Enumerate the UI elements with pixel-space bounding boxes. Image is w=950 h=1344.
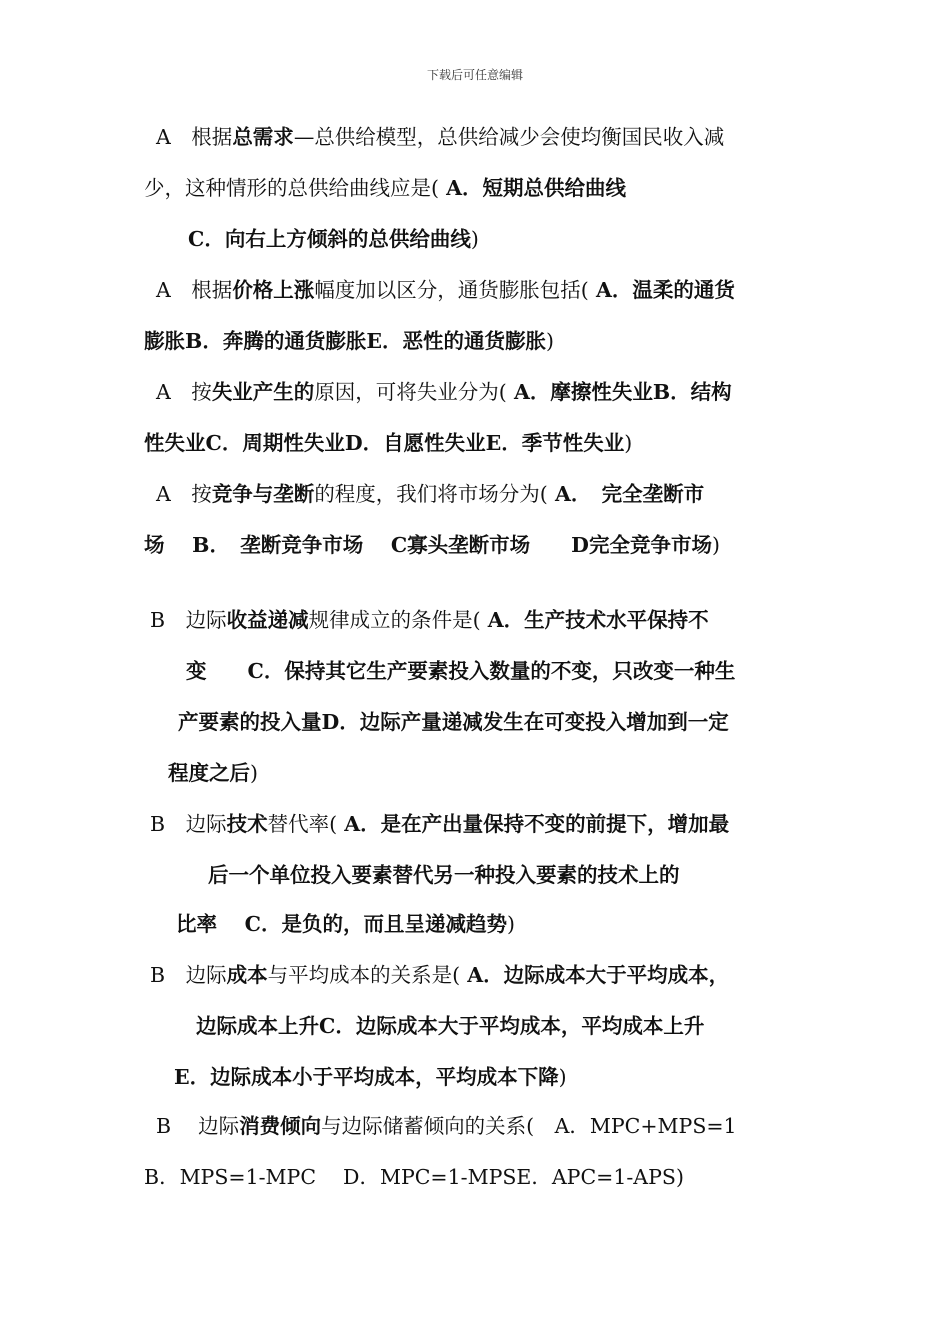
bold-text: 收益递减 xyxy=(226,608,309,632)
regular-text: —总供给模型，总供给减少会使均衡国民收入减 xyxy=(293,125,725,149)
text-line xyxy=(144,430,632,456)
regular-text: 与边际储蓄倾向的关系( A．MPC+MPS=1 xyxy=(321,1114,737,1138)
text-line xyxy=(178,709,729,735)
bold-text: 消费倾向 xyxy=(239,1114,322,1138)
text-line xyxy=(186,658,735,684)
bold-text: 技术 xyxy=(226,812,268,836)
bold-text: A．边际成本大于平均成本， xyxy=(460,963,730,987)
bold-text: 比率 C．是负的，而且呈递减趋势 xyxy=(176,912,507,936)
bold-text: 失业产生的 xyxy=(211,380,315,404)
regular-text: ) xyxy=(545,329,554,353)
bold-text: 性失业C．周期性失业D．自愿性失业E．季节性失业 xyxy=(144,431,625,455)
text-line xyxy=(144,328,554,354)
bold-text: E．边际成本小于平均成本，平均成本下降 xyxy=(174,1065,559,1089)
regular-text: B 边际 xyxy=(150,963,227,987)
text-line xyxy=(168,760,258,786)
bold-text: 产要素的投入量D．边际产量递减发生在可变投入增加到一定 xyxy=(178,710,729,734)
bold-text: A． 完全垄断市 xyxy=(547,482,705,506)
bold-text: 膨胀B．奔腾的通货膨胀E．恶性的通货膨胀 xyxy=(144,329,546,353)
text-line xyxy=(156,1113,737,1139)
bold-text: C．向右上方倾斜的总供给曲线 xyxy=(188,227,471,251)
text-line xyxy=(156,379,732,405)
page-header: 下载后可任意编辑 xyxy=(426,68,523,82)
text-line xyxy=(144,532,720,558)
text-line xyxy=(196,1013,704,1039)
regular-text: ) xyxy=(624,431,633,455)
text-line xyxy=(208,862,680,888)
bold-text: 程度之后 xyxy=(168,761,250,785)
regular-text: B 边际 xyxy=(156,1114,240,1138)
bold-text: 后一个单位投入要素替代另一种投入要素的技术上的 xyxy=(208,863,680,887)
regular-text: 原因，可将失业分为( xyxy=(314,380,507,404)
regular-text: ) xyxy=(558,1065,567,1089)
text-line xyxy=(156,277,735,303)
bold-text: A．生产技术水平保持不 xyxy=(480,608,709,632)
regular-text: ) xyxy=(470,227,479,251)
regular-text: A 按 xyxy=(156,380,212,404)
text-line xyxy=(150,607,709,633)
bold-text: 总需求 xyxy=(232,125,294,149)
bold-text: A．摩擦性失业B．结构 xyxy=(506,380,732,404)
bold-text: 成本 xyxy=(226,963,268,987)
regular-text: ) xyxy=(506,912,515,936)
text-line xyxy=(156,481,704,507)
regular-text: A 按 xyxy=(156,482,212,506)
regular-text: A 根据 xyxy=(156,278,233,302)
bold-text: 竞争与垄断 xyxy=(211,482,315,506)
regular-text: 少，这种情形的总供给曲线应是( xyxy=(144,176,439,200)
bold-text: A．温柔的通货 xyxy=(588,278,735,302)
text-line xyxy=(176,911,515,937)
regular-text: ) xyxy=(250,761,258,785)
regular-text: 规律成立的条件是( xyxy=(308,608,481,632)
text-line xyxy=(156,124,724,150)
bold-text: 变 C．保持其它生产要素投入数量的不变，只改变一种生 xyxy=(186,659,736,683)
regular-text: B 边际 xyxy=(150,608,227,632)
text-line xyxy=(144,175,626,201)
bold-text: 边际成本上升C．边际成本大于平均成本，平均成本上升 xyxy=(196,1014,705,1038)
text-line xyxy=(188,226,479,252)
regular-text: B．MPS=1-MPC D．MPC=1-MPSE．APC=1-APS) xyxy=(144,1165,684,1189)
regular-text: 幅度加以区分，通货膨胀包括( xyxy=(314,278,589,302)
regular-text: ) xyxy=(711,533,720,557)
text-line xyxy=(174,1064,567,1090)
regular-text: B 边际 xyxy=(150,812,227,836)
text-line xyxy=(144,1164,684,1190)
bold-text: 价格上涨 xyxy=(232,278,315,302)
text-line xyxy=(150,811,729,837)
regular-text: 与平均成本的关系是( xyxy=(267,963,461,987)
regular-text: A 根据 xyxy=(156,125,233,149)
bold-text: 场 B． 垄断竞争市场 C寡头垄断市场 D完全竞争市场 xyxy=(144,533,712,557)
bold-text: A．是在产出量保持不变的前提下，增加最 xyxy=(337,812,730,836)
regular-text: 的程度，我们将市场分为( xyxy=(314,482,548,506)
bold-text: A．短期总供给曲线 xyxy=(439,176,627,200)
text-line xyxy=(150,962,729,988)
regular-text: 替代率( xyxy=(267,812,338,836)
